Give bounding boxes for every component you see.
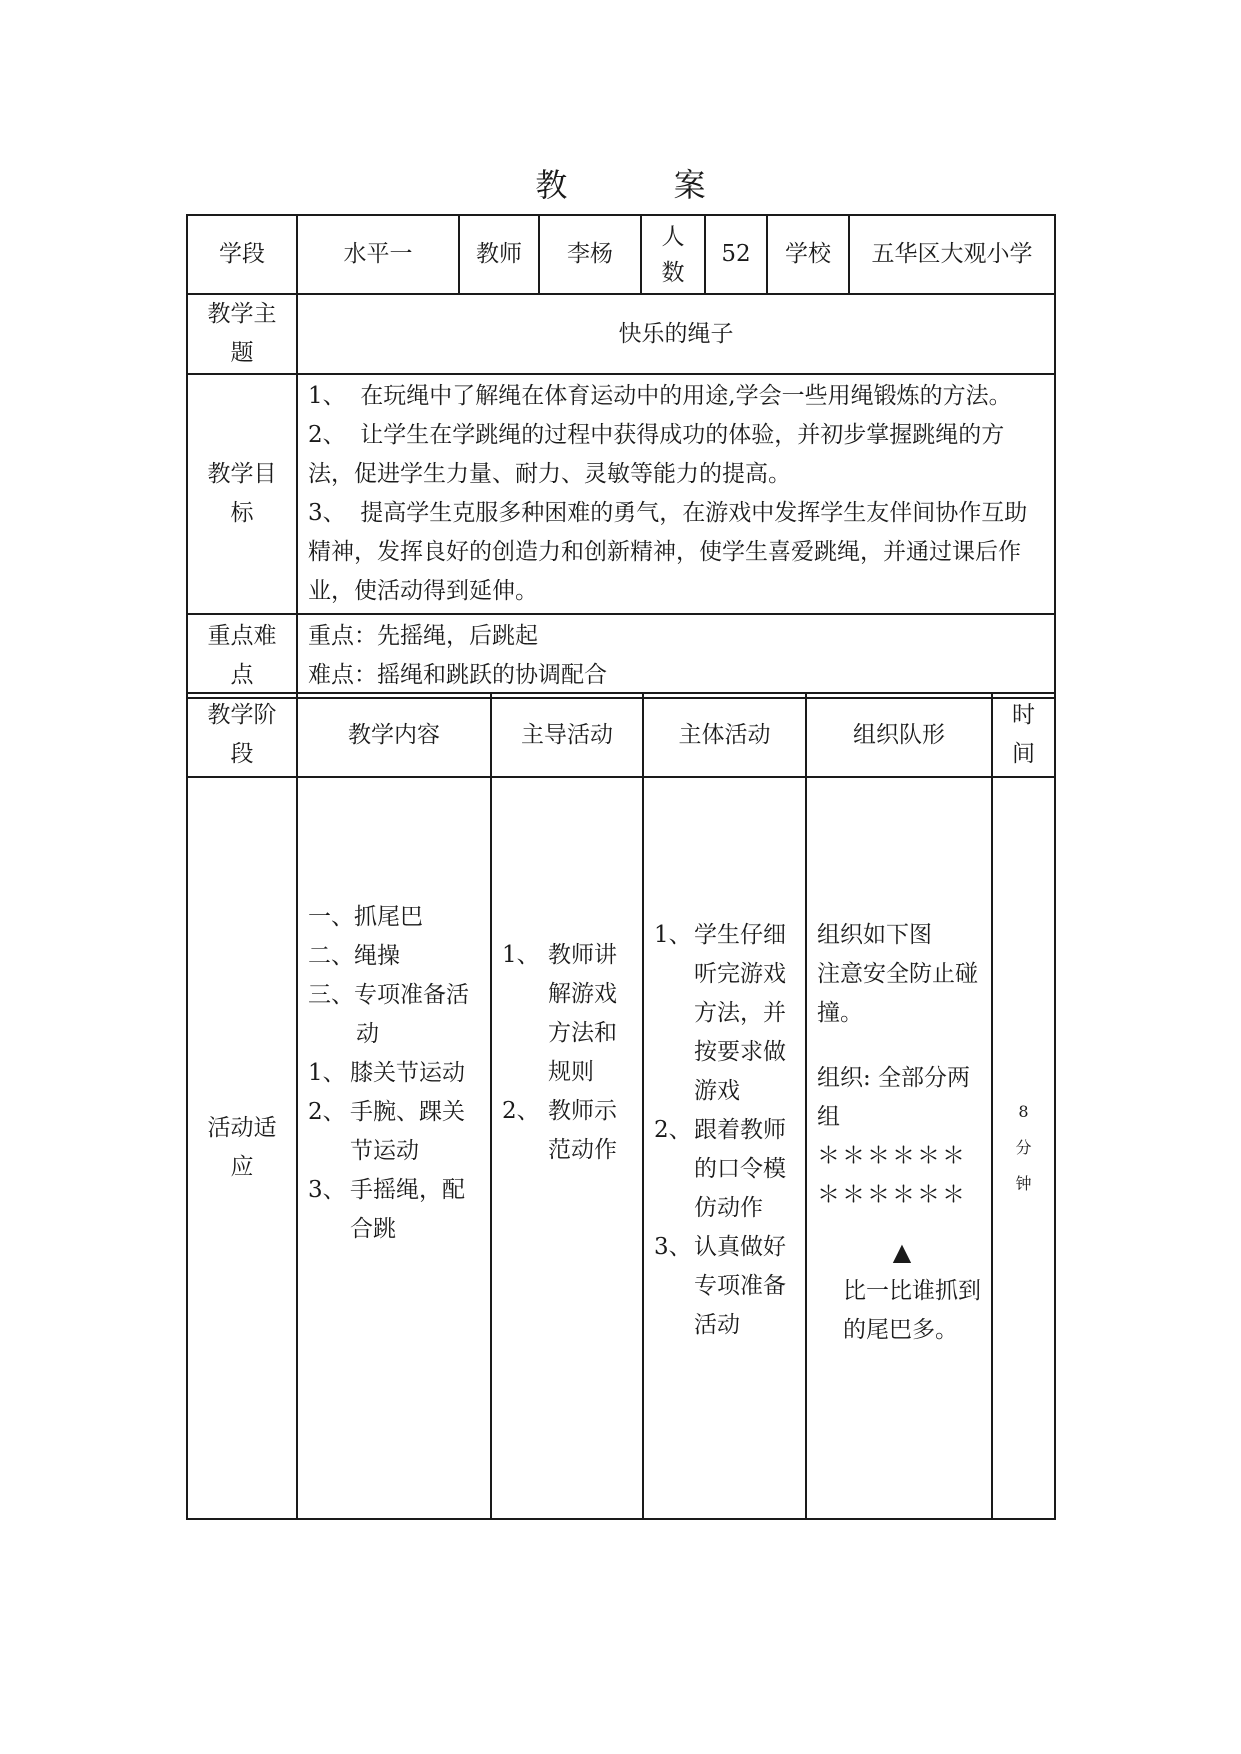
goal-text: 提高学生克服多种困难的勇气，在游戏中发挥学生友伴间协作互助精神，发挥良好的创造力和创新精神，使学生喜爱跳绳，并通过课后作业，使活动得到延伸。 — [308, 500, 1028, 604]
lead-item — [502, 1092, 638, 1170]
item-num: 2、 — [654, 1116, 692, 1143]
school-label: 学校 — [767, 215, 849, 294]
formation-line: 组织: 全部分两组 — [817, 1065, 971, 1130]
goal-num: 2、 — [308, 422, 346, 448]
col-time: 时间 — [992, 693, 1055, 777]
goal-item-3 — [308, 494, 1050, 611]
activity-content — [297, 777, 491, 1519]
theme-value: 快乐的绳子 — [297, 294, 1055, 374]
item-text: 学生仔细听完游戏方法，并按要求做游戏 — [694, 921, 786, 1104]
item-text: 认真做好专项准备活动 — [694, 1233, 786, 1338]
col-stage: 教学阶段 — [187, 693, 297, 777]
col-formation: 组织队形 — [806, 693, 992, 777]
goal-text: 让学生在学跳绳的过程中获得成功的体验，并初步掌握跳绳的方法，促进学生力量、耐力、灵敏等能力的提高。 — [308, 422, 1005, 487]
activity-formation — [806, 777, 992, 1519]
goal-num: 1、 — [308, 383, 346, 409]
content-item — [308, 1093, 486, 1171]
stage-value: 水平一 — [297, 215, 459, 294]
document-title: 教 案 — [535, 166, 754, 204]
goals-content — [297, 374, 1055, 614]
col-main: 主体活动 — [643, 693, 806, 777]
lead-item — [502, 936, 638, 1092]
content-line: 一、抓尾巴 — [308, 903, 423, 930]
goal-num: 3、 — [308, 500, 346, 526]
lesson-plan-activity-table — [186, 692, 1056, 1520]
main-item — [654, 1111, 801, 1228]
item-num: 3、 — [654, 1233, 692, 1260]
content-item — [308, 1171, 486, 1249]
col-content: 教学内容 — [297, 693, 491, 777]
activity-time: 8分钟 — [992, 777, 1055, 1519]
stage-label: 学段 — [187, 215, 297, 294]
formation-note: 比一比谁抓到的尾巴多。 — [843, 1278, 981, 1343]
count-label: 人数 — [641, 215, 705, 294]
activity-stage: 活动适应 — [187, 777, 297, 1519]
item-num: 1、 — [308, 1059, 346, 1086]
goal-item-2 — [308, 416, 1050, 494]
activity-lead — [491, 777, 643, 1519]
count-value: 52 — [705, 215, 767, 294]
item-text: 手摇绳，配合跳 — [350, 1176, 465, 1242]
main-item — [654, 1228, 801, 1345]
formation-row-2: ＊＊＊＊＊＊ — [817, 1182, 967, 1208]
item-num: 3、 — [308, 1176, 346, 1203]
key-points-content — [297, 614, 1055, 698]
main-item — [654, 916, 801, 1111]
content-line: 二、绳操 — [308, 942, 400, 969]
item-num: 2、 — [502, 1098, 540, 1124]
item-text: 教师讲解游戏方法和规则 — [548, 942, 617, 1085]
item-text: 跟着教师的口令模仿动作 — [694, 1116, 786, 1221]
content-item — [308, 1054, 486, 1093]
item-num: 1、 — [654, 921, 692, 948]
formation-row-1: ＊＊＊＊＊＊ — [817, 1143, 967, 1169]
item-num: 2、 — [308, 1098, 346, 1125]
goal-item-1 — [308, 377, 1050, 416]
school-value: 五华区大观小学 — [849, 215, 1055, 294]
theme-label: 教学主题 — [187, 294, 297, 374]
formation-line: 注意安全防止碰撞。 — [817, 961, 978, 1026]
goals-label: 教学目标 — [187, 374, 297, 614]
difficult-point: 难点：摇绳和跳跃的协调配合 — [308, 662, 607, 688]
activity-main — [643, 777, 806, 1519]
teacher-triangle-icon: ▲ — [892, 1238, 912, 1266]
col-lead: 主导活动 — [491, 693, 643, 777]
item-num: 1、 — [502, 942, 540, 968]
key-point: 重点：先摇绳，后跳起 — [308, 623, 538, 649]
item-text: 教师示范动作 — [548, 1098, 617, 1163]
content-line: 三、专项准备活动 — [308, 981, 469, 1047]
teacher-label: 教师 — [459, 215, 539, 294]
item-text: 膝关节运动 — [350, 1059, 465, 1086]
key-points-label: 重点难点 — [187, 614, 297, 698]
lesson-plan-header-table — [186, 214, 1056, 699]
goal-text: 在玩绳中了解绳在体育运动中的用途,学会一些用绳锻炼的方法。 — [360, 383, 1012, 409]
item-text: 手腕、踝关节运动 — [350, 1098, 465, 1164]
formation-line: 组织如下图 — [817, 922, 932, 948]
teacher-value: 李杨 — [539, 215, 641, 294]
